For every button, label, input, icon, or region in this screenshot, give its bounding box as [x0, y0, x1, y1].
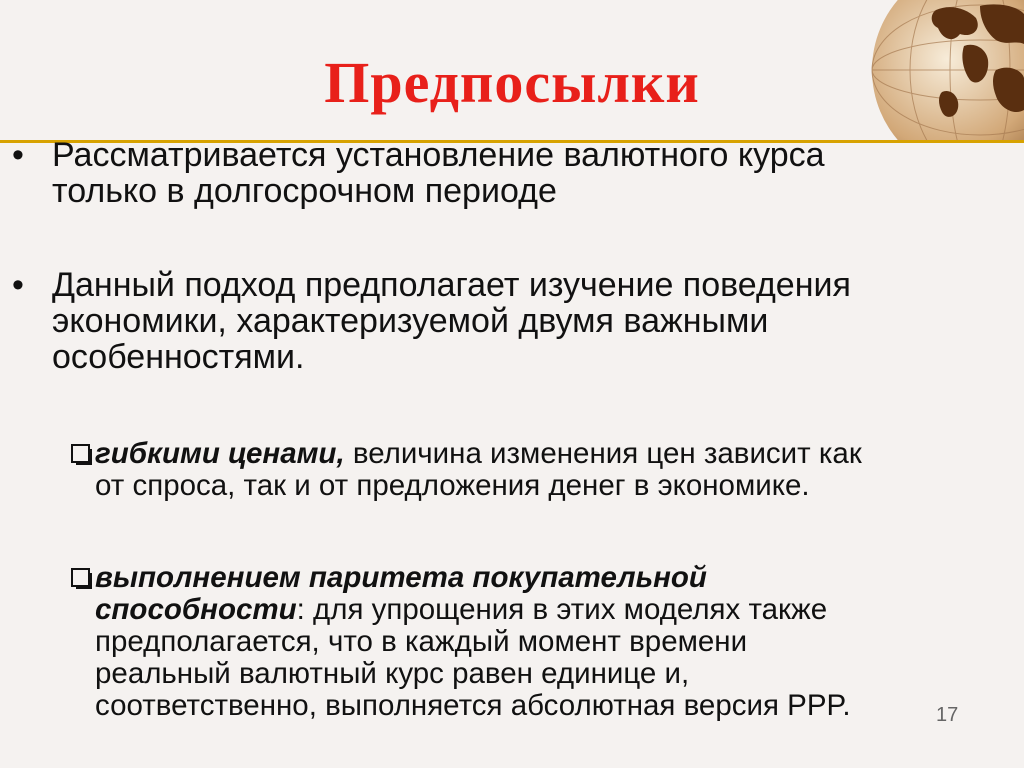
- subbullet-1-emphasis: гибкими ценами,: [95, 437, 345, 470]
- bullet-dot: •: [12, 136, 24, 174]
- subbullet-2-line-2: [95, 594, 995, 626]
- globe-icon: [868, 0, 1024, 140]
- checkbox-square-icon: [70, 443, 94, 467]
- bullet-dot: •: [12, 266, 24, 304]
- subbullet-2-line-1: выполнением паритета покупательной: [95, 561, 707, 594]
- bullet-2-line-2: экономики, характеризуемой двумя важными: [52, 302, 769, 340]
- bullet-2-line-3: особенностями.: [52, 338, 305, 376]
- page-number: 17: [936, 704, 959, 726]
- subbullet-2-line-4: реальный валютный курс равен единице и,: [95, 657, 690, 690]
- subbullet-2-line-3: предполагается, что в каждый момент времени: [95, 625, 748, 658]
- subbullet-1-rest: величина изменения цен зависит как: [344, 437, 862, 470]
- subbullet-2-line-5: соответственно, выполняется абсолютная версия PPP.: [95, 689, 851, 722]
- bullet-2-text: [52, 267, 1002, 375]
- bullet-1-line-2: только в долгосрочном периоде: [52, 172, 557, 210]
- bullet-1-line-1: Рассматривается установление валютного курса: [52, 136, 825, 174]
- subbullet-2-rest: : для упрощения в этих моделях также: [296, 593, 828, 626]
- checkbox-square-icon: [70, 567, 94, 591]
- subbullet-1-line-1: [95, 438, 995, 470]
- bullet-1-text: [52, 137, 1002, 209]
- subbullet-2-emphasis: способности: [95, 593, 297, 626]
- subbullet-2-text: [95, 562, 995, 722]
- subbullet-1-line-2: от спроса, так и от предложения денег в экономике.: [95, 469, 810, 502]
- subbullet-1-text: [95, 438, 995, 502]
- bullet-2-line-1: Данный подход предполагает изучение поведения: [52, 266, 851, 304]
- slide-title: Предпосылки: [324, 50, 700, 115]
